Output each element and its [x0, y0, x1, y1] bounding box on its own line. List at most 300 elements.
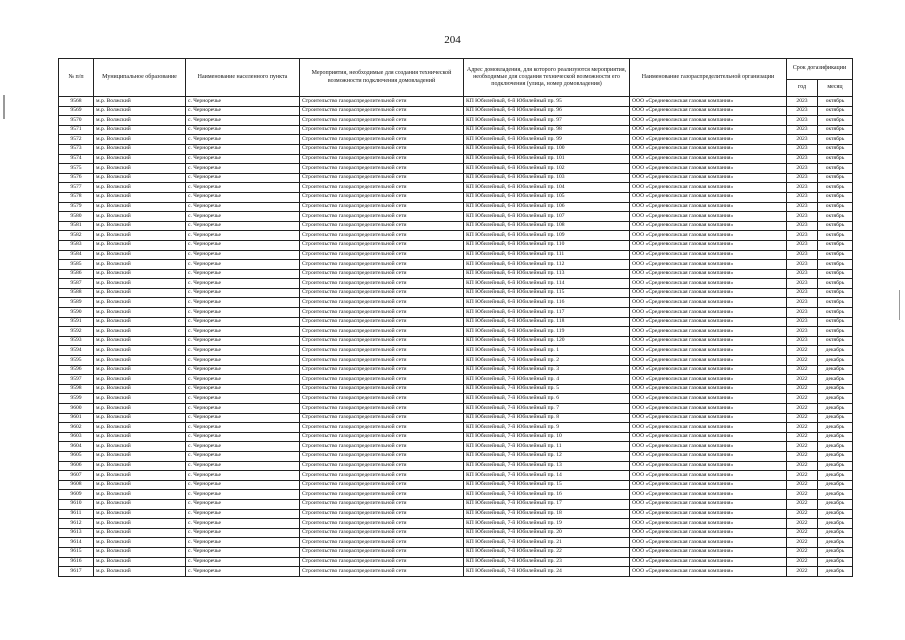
cell-address: КП Юбилейный, 6-й Юбилейный пр. 96 — [464, 106, 630, 116]
cell-num: 9617 — [59, 567, 94, 577]
cell-address: КП Юбилейный, 6-й Юбилейный пр. 105 — [464, 192, 630, 202]
cell-address: КП Юбилейный, 6-й Юбилейный пр. 100 — [464, 144, 630, 154]
cell-settlement: с. Черноречье — [186, 442, 300, 452]
cell-measures: Строительство газораспределительной сети — [300, 509, 464, 519]
cell-num: 9581 — [59, 221, 94, 231]
cell-year: 2022 — [787, 384, 818, 394]
cell-month: декабрь — [818, 365, 853, 375]
cell-organization: ООО «Средневолжская газовая компания» — [630, 547, 787, 557]
cell-year: 2023 — [787, 183, 818, 193]
cell-settlement: с. Черноречье — [186, 317, 300, 327]
cell-organization: ООО «Средневолжская газовая компания» — [630, 528, 787, 538]
cell-address: КП Юбилейный, 7-й Юбилейный пр. 16 — [464, 490, 630, 500]
cell-year: 2023 — [787, 327, 818, 337]
cell-organization: ООО «Средневолжская газовая компания» — [630, 106, 787, 116]
cell-municipality: м.р. Волжский — [94, 106, 186, 116]
cell-municipality: м.р. Волжский — [94, 202, 186, 212]
cell-measures: Строительство газораспределительной сети — [300, 308, 464, 318]
cell-year: 2022 — [787, 557, 818, 567]
cell-month: октябрь — [818, 231, 853, 241]
cell-settlement: с. Черноречье — [186, 212, 300, 222]
cell-measures: Строительство газораспределительной сети — [300, 557, 464, 567]
cell-measures: Строительство газораспределительной сети — [300, 365, 464, 375]
cell-address: КП Юбилейный, 6-й Юбилейный пр. 116 — [464, 298, 630, 308]
cell-address: КП Юбилейный, 7-й Юбилейный пр. 21 — [464, 538, 630, 548]
cell-municipality: м.р. Волжский — [94, 144, 186, 154]
cell-num: 9596 — [59, 365, 94, 375]
cell-num: 9599 — [59, 394, 94, 404]
cell-month: октябрь — [818, 135, 853, 145]
cell-month: декабрь — [818, 538, 853, 548]
cell-month: декабрь — [818, 451, 853, 461]
cell-organization: ООО «Средневолжская газовая компания» — [630, 356, 787, 366]
cell-municipality: м.р. Волжский — [94, 250, 186, 260]
cell-address: КП Юбилейный, 6-й Юбилейный пр. 99 — [464, 135, 630, 145]
cell-num: 9583 — [59, 240, 94, 250]
cell-year: 2022 — [787, 442, 818, 452]
cell-settlement: с. Черноречье — [186, 135, 300, 145]
table-header — [59, 59, 853, 97]
cell-organization: ООО «Средневолжская газовая компания» — [630, 509, 787, 519]
cell-municipality: м.р. Волжский — [94, 442, 186, 452]
cell-organization: ООО «Средневолжская газовая компания» — [630, 192, 787, 202]
table-row — [59, 557, 853, 567]
cell-month: декабрь — [818, 432, 853, 442]
cell-settlement: с. Черноречье — [186, 471, 300, 481]
cell-organization: ООО «Средневолжская газовая компания» — [630, 365, 787, 375]
cell-organization: ООО «Средневолжская газовая компания» — [630, 308, 787, 318]
cell-measures: Строительство газораспределительной сети — [300, 471, 464, 481]
cell-address: КП Юбилейный, 7-й Юбилейный пр. 8 — [464, 413, 630, 423]
cell-address: КП Юбилейный, 6-й Юбилейный пр. 103 — [464, 173, 630, 183]
cell-month: декабрь — [818, 404, 853, 414]
cell-month: октябрь — [818, 154, 853, 164]
cell-year: 2022 — [787, 509, 818, 519]
cell-address: КП Юбилейный, 6-й Юбилейный пр. 117 — [464, 308, 630, 318]
cell-year: 2023 — [787, 135, 818, 145]
cell-address: КП Юбилейный, 6-й Юбилейный пр. 107 — [464, 212, 630, 222]
cell-municipality: м.р. Волжский — [94, 346, 186, 356]
cell-address: КП Юбилейный, 6-й Юбилейный пр. 115 — [464, 288, 630, 298]
cell-settlement: с. Черноречье — [186, 192, 300, 202]
cell-municipality: м.р. Волжский — [94, 461, 186, 471]
cell-num: 9579 — [59, 202, 94, 212]
table-row — [59, 499, 853, 509]
cell-municipality: м.р. Волжский — [94, 97, 186, 107]
table-row — [59, 298, 853, 308]
cell-municipality: м.р. Волжский — [94, 125, 186, 135]
cell-settlement: с. Черноречье — [186, 327, 300, 337]
cell-address: КП Юбилейный, 6-й Юбилейный пр. 106 — [464, 202, 630, 212]
cell-year: 2023 — [787, 173, 818, 183]
cell-organization: ООО «Средневолжская газовая компания» — [630, 375, 787, 385]
cell-num: 9571 — [59, 125, 94, 135]
table-row — [59, 384, 853, 394]
cell-address: КП Юбилейный, 7-й Юбилейный пр. 12 — [464, 451, 630, 461]
cell-organization: ООО «Средневолжская газовая компания» — [630, 164, 787, 174]
cell-month: октябрь — [818, 116, 853, 126]
cell-measures: Строительство газораспределительной сети — [300, 442, 464, 452]
cell-measures: Строительство газораспределительной сети — [300, 490, 464, 500]
scan-artifact — [3, 95, 5, 119]
cell-municipality: м.р. Волжский — [94, 327, 186, 337]
cell-settlement: с. Черноречье — [186, 528, 300, 538]
cell-organization: ООО «Средневолжская газовая компания» — [630, 327, 787, 337]
cell-measures: Строительство газораспределительной сети — [300, 461, 464, 471]
cell-year: 2023 — [787, 202, 818, 212]
cell-month: декабрь — [818, 567, 853, 577]
cell-municipality: м.р. Волжский — [94, 451, 186, 461]
cell-organization: ООО «Средневолжская газовая компания» — [630, 499, 787, 509]
cell-year: 2023 — [787, 221, 818, 231]
cell-address: КП Юбилейный, 6-й Юбилейный пр. 113 — [464, 269, 630, 279]
table-body — [59, 97, 853, 577]
cell-settlement: с. Черноречье — [186, 164, 300, 174]
cell-municipality: м.р. Волжский — [94, 547, 186, 557]
cell-measures: Строительство газораспределительной сети — [300, 413, 464, 423]
cell-num: 9608 — [59, 480, 94, 490]
cell-year: 2022 — [787, 413, 818, 423]
cell-address: КП Юбилейный, 7-й Юбилейный пр. 17 — [464, 499, 630, 509]
cell-num: 9585 — [59, 260, 94, 270]
cell-year: 2023 — [787, 336, 818, 346]
table-row — [59, 394, 853, 404]
cell-year: 2022 — [787, 451, 818, 461]
cell-address: КП Юбилейный, 7-й Юбилейный пр. 20 — [464, 528, 630, 538]
cell-settlement: с. Черноречье — [186, 298, 300, 308]
cell-address: КП Юбилейный, 7-й Юбилейный пр. 5 — [464, 384, 630, 394]
cell-settlement: с. Черноречье — [186, 432, 300, 442]
cell-settlement: с. Черноречье — [186, 404, 300, 414]
cell-num: 9572 — [59, 135, 94, 145]
table-row — [59, 212, 853, 222]
cell-year: 2023 — [787, 231, 818, 241]
cell-measures: Строительство газораспределительной сети — [300, 202, 464, 212]
cell-num: 9575 — [59, 164, 94, 174]
cell-organization: ООО «Средневолжская газовая компания» — [630, 336, 787, 346]
cell-measures: Строительство газораспределительной сети — [300, 423, 464, 433]
table-row — [59, 183, 853, 193]
cell-measures: Строительство газораспределительной сети — [300, 317, 464, 327]
cell-num: 9569 — [59, 106, 94, 116]
cell-month: декабрь — [818, 394, 853, 404]
cell-year: 2022 — [787, 499, 818, 509]
cell-settlement: с. Черноречье — [186, 499, 300, 509]
cell-municipality: м.р. Волжский — [94, 279, 186, 289]
cell-month: октябрь — [818, 298, 853, 308]
cell-organization: ООО «Средневолжская газовая компания» — [630, 432, 787, 442]
cell-municipality: м.р. Волжский — [94, 212, 186, 222]
cell-organization: ООО «Средневолжская газовая компания» — [630, 423, 787, 433]
cell-organization: ООО «Средневолжская газовая компания» — [630, 557, 787, 567]
cell-measures: Строительство газораспределительной сети — [300, 125, 464, 135]
cell-year: 2022 — [787, 432, 818, 442]
cell-organization: ООО «Средневолжская газовая компания» — [630, 451, 787, 461]
cell-month: декабрь — [818, 442, 853, 452]
cell-year: 2023 — [787, 116, 818, 126]
cell-measures: Строительство газораспределительной сети — [300, 451, 464, 461]
cell-year: 2022 — [787, 375, 818, 385]
cell-address: КП Юбилейный, 6-й Юбилейный пр. 112 — [464, 260, 630, 270]
cell-address: КП Юбилейный, 6-й Юбилейный пр. 110 — [464, 240, 630, 250]
cell-organization: ООО «Средневолжская газовая компания» — [630, 135, 787, 145]
cell-month: октябрь — [818, 183, 853, 193]
cell-measures: Строительство газораспределительной сети — [300, 327, 464, 337]
cell-year: 2023 — [787, 97, 818, 107]
cell-settlement: с. Черноречье — [186, 173, 300, 183]
cell-address: КП Юбилейный, 7-й Юбилейный пр. 13 — [464, 461, 630, 471]
cell-measures: Строительство газораспределительной сети — [300, 192, 464, 202]
cell-organization: ООО «Средневолжская газовая компания» — [630, 567, 787, 577]
cell-municipality: м.р. Волжский — [94, 317, 186, 327]
table-row — [59, 528, 853, 538]
cell-measures: Строительство газораспределительной сети — [300, 250, 464, 260]
cell-municipality: м.р. Волжский — [94, 308, 186, 318]
cell-settlement: с. Черноречье — [186, 423, 300, 433]
cell-municipality: м.р. Волжский — [94, 509, 186, 519]
gasification-table — [58, 58, 853, 577]
cell-settlement: с. Черноречье — [186, 509, 300, 519]
cell-measures: Строительство газораспределительной сети — [300, 183, 464, 193]
cell-num: 9587 — [59, 279, 94, 289]
cell-num: 9615 — [59, 547, 94, 557]
table-row — [59, 221, 853, 231]
cell-month: октябрь — [818, 202, 853, 212]
cell-num: 9602 — [59, 423, 94, 433]
cell-num: 9578 — [59, 192, 94, 202]
cell-organization: ООО «Средневолжская газовая компания» — [630, 202, 787, 212]
cell-year: 2023 — [787, 260, 818, 270]
scan-artifact — [899, 290, 900, 320]
cell-settlement: с. Черноречье — [186, 394, 300, 404]
cell-month: декабрь — [818, 356, 853, 366]
cell-address: КП Юбилейный, 6-й Юбилейный пр. 98 — [464, 125, 630, 135]
cell-organization: ООО «Средневолжская газовая компания» — [630, 490, 787, 500]
table-row — [59, 336, 853, 346]
cell-month: октябрь — [818, 288, 853, 298]
cell-measures: Строительство газораспределительной сети — [300, 519, 464, 529]
header-municipality: Муниципальное образование — [94, 59, 186, 97]
table-row — [59, 317, 853, 327]
table-row — [59, 567, 853, 577]
cell-measures: Строительство газораспределительной сети — [300, 144, 464, 154]
cell-settlement: с. Черноречье — [186, 451, 300, 461]
cell-num: 9582 — [59, 231, 94, 241]
cell-municipality: м.р. Волжский — [94, 231, 186, 241]
cell-measures: Строительство газораспределительной сети — [300, 528, 464, 538]
table-row — [59, 260, 853, 270]
cell-address: КП Юбилейный, 7-й Юбилейный пр. 3 — [464, 365, 630, 375]
cell-num: 9606 — [59, 461, 94, 471]
cell-settlement: с. Черноречье — [186, 346, 300, 356]
cell-municipality: м.р. Волжский — [94, 135, 186, 145]
cell-num: 9605 — [59, 451, 94, 461]
cell-municipality: м.р. Волжский — [94, 192, 186, 202]
table-row — [59, 451, 853, 461]
cell-address: КП Юбилейный, 7-й Юбилейный пр. 19 — [464, 519, 630, 529]
cell-organization: ООО «Средневолжская газовая компания» — [630, 260, 787, 270]
cell-municipality: м.р. Волжский — [94, 432, 186, 442]
cell-municipality: м.р. Волжский — [94, 490, 186, 500]
cell-measures: Строительство газораспределительной сети — [300, 538, 464, 548]
cell-year: 2022 — [787, 567, 818, 577]
cell-measures: Строительство газораспределительной сети — [300, 547, 464, 557]
cell-measures: Строительство газораспределительной сети — [300, 97, 464, 107]
cell-organization: ООО «Средневолжская газовая компания» — [630, 471, 787, 481]
cell-year: 2023 — [787, 125, 818, 135]
cell-month: октябрь — [818, 336, 853, 346]
cell-num: 9595 — [59, 356, 94, 366]
cell-organization: ООО «Средневолжская газовая компания» — [630, 240, 787, 250]
cell-month: октябрь — [818, 125, 853, 135]
cell-organization: ООО «Средневолжская газовая компания» — [630, 384, 787, 394]
cell-measures: Строительство газораспределительной сети — [300, 404, 464, 414]
cell-num: 9593 — [59, 336, 94, 346]
cell-settlement: с. Черноречье — [186, 97, 300, 107]
table-row — [59, 375, 853, 385]
table-row — [59, 144, 853, 154]
table-row — [59, 432, 853, 442]
table-row — [59, 106, 853, 116]
table-row — [59, 288, 853, 298]
cell-month: октябрь — [818, 240, 853, 250]
cell-address: КП Юбилейный, 6-й Юбилейный пр. 119 — [464, 327, 630, 337]
cell-num: 9616 — [59, 557, 94, 567]
cell-settlement: с. Черноречье — [186, 250, 300, 260]
cell-address: КП Юбилейный, 6-й Юбилейный пр. 120 — [464, 336, 630, 346]
cell-municipality: м.р. Волжский — [94, 528, 186, 538]
table-row — [59, 269, 853, 279]
cell-year: 2023 — [787, 212, 818, 222]
cell-num: 9568 — [59, 97, 94, 107]
cell-measures: Строительство газораспределительной сети — [300, 260, 464, 270]
cell-measures: Строительство газораспределительной сети — [300, 212, 464, 222]
cell-num: 9614 — [59, 538, 94, 548]
cell-year: 2022 — [787, 461, 818, 471]
cell-address: КП Юбилейный, 6-й Юбилейный пр. 104 — [464, 183, 630, 193]
cell-month: декабрь — [818, 461, 853, 471]
cell-year: 2023 — [787, 192, 818, 202]
cell-year: 2022 — [787, 490, 818, 500]
cell-settlement: с. Черноречье — [186, 231, 300, 241]
cell-organization: ООО «Средневолжская газовая компания» — [630, 480, 787, 490]
cell-num: 9600 — [59, 404, 94, 414]
cell-organization: ООО «Средневолжская газовая компания» — [630, 212, 787, 222]
cell-settlement: с. Черноречье — [186, 154, 300, 164]
cell-num: 9586 — [59, 269, 94, 279]
table-row — [59, 404, 853, 414]
cell-num: 9607 — [59, 471, 94, 481]
cell-month: декабрь — [818, 384, 853, 394]
cell-year: 2023 — [787, 106, 818, 116]
cell-num: 9589 — [59, 298, 94, 308]
cell-measures: Строительство газораспределительной сети — [300, 298, 464, 308]
cell-month: октябрь — [818, 212, 853, 222]
cell-settlement: с. Черноречье — [186, 106, 300, 116]
cell-month: октябрь — [818, 327, 853, 337]
cell-municipality: м.р. Волжский — [94, 567, 186, 577]
cell-year: 2022 — [787, 346, 818, 356]
cell-measures: Строительство газораспределительной сети — [300, 356, 464, 366]
cell-address: КП Юбилейный, 6-й Юбилейный пр. 111 — [464, 250, 630, 260]
cell-settlement: с. Черноречье — [186, 538, 300, 548]
cell-measures: Строительство газораспределительной сети — [300, 173, 464, 183]
cell-municipality: м.р. Волжский — [94, 404, 186, 414]
cell-num: 9570 — [59, 116, 94, 126]
cell-month: октябрь — [818, 192, 853, 202]
cell-month: декабрь — [818, 375, 853, 385]
cell-address: КП Юбилейный, 6-й Юбилейный пр. 97 — [464, 116, 630, 126]
cell-year: 2023 — [787, 288, 818, 298]
cell-organization: ООО «Средневолжская газовая компания» — [630, 346, 787, 356]
cell-organization: ООО «Средневолжская газовая компания» — [630, 288, 787, 298]
cell-measures: Строительство газораспределительной сети — [300, 499, 464, 509]
cell-municipality: м.р. Волжский — [94, 356, 186, 366]
table-row — [59, 356, 853, 366]
cell-organization: ООО «Средневолжская газовая компания» — [630, 97, 787, 107]
cell-municipality: м.р. Волжский — [94, 538, 186, 548]
cell-municipality: м.р. Волжский — [94, 298, 186, 308]
cell-organization: ООО «Средневолжская газовая компания» — [630, 298, 787, 308]
cell-num: 9584 — [59, 250, 94, 260]
cell-year: 2023 — [787, 308, 818, 318]
table-row — [59, 413, 853, 423]
table-row — [59, 231, 853, 241]
cell-month: октябрь — [818, 97, 853, 107]
cell-num: 9613 — [59, 528, 94, 538]
cell-address: КП Юбилейный, 7-й Юбилейный пр. 15 — [464, 480, 630, 490]
cell-address: КП Юбилейный, 7-й Юбилейный пр. 18 — [464, 509, 630, 519]
table-row — [59, 547, 853, 557]
cell-municipality: м.р. Волжский — [94, 269, 186, 279]
cell-settlement: с. Черноречье — [186, 308, 300, 318]
cell-month: декабрь — [818, 480, 853, 490]
cell-settlement: с. Черноречье — [186, 240, 300, 250]
cell-organization: ООО «Средневолжская газовая компания» — [630, 116, 787, 126]
header-address: Адрес домовладения, для которого реализуются мероприятия, необходимые для создания технической возможности его подключения (улица, номер домовладения) — [464, 59, 630, 97]
cell-address: КП Юбилейный, 7-й Юбилейный пр. 22 — [464, 547, 630, 557]
cell-organization: ООО «Средневолжская газовая компания» — [630, 154, 787, 164]
page-number: 204 — [444, 34, 461, 46]
cell-municipality: м.р. Волжский — [94, 288, 186, 298]
cell-year: 2022 — [787, 528, 818, 538]
table-row — [59, 461, 853, 471]
header-num: № п/п — [59, 59, 94, 97]
table-row — [59, 173, 853, 183]
cell-measures: Строительство газораспределительной сети — [300, 432, 464, 442]
cell-address: КП Юбилейный, 6-й Юбилейный пр. 102 — [464, 164, 630, 174]
cell-year: 2022 — [787, 547, 818, 557]
cell-address: КП Юбилейный, 7-й Юбилейный пр. 6 — [464, 394, 630, 404]
table-row — [59, 346, 853, 356]
cell-year: 2022 — [787, 471, 818, 481]
cell-year: 2022 — [787, 394, 818, 404]
table-row — [59, 279, 853, 289]
cell-measures: Строительство газораспределительной сети — [300, 346, 464, 356]
cell-num: 9601 — [59, 413, 94, 423]
cell-year: 2023 — [787, 164, 818, 174]
cell-measures: Строительство газораспределительной сети — [300, 154, 464, 164]
cell-num: 9573 — [59, 144, 94, 154]
cell-address: КП Юбилейный, 6-й Юбилейный пр. 109 — [464, 231, 630, 241]
cell-settlement: с. Черноречье — [186, 413, 300, 423]
cell-municipality: м.р. Волжский — [94, 480, 186, 490]
cell-month: октябрь — [818, 250, 853, 260]
header-year: год — [787, 80, 818, 97]
cell-month: октябрь — [818, 279, 853, 289]
cell-settlement: с. Черноречье — [186, 375, 300, 385]
cell-year: 2023 — [787, 144, 818, 154]
